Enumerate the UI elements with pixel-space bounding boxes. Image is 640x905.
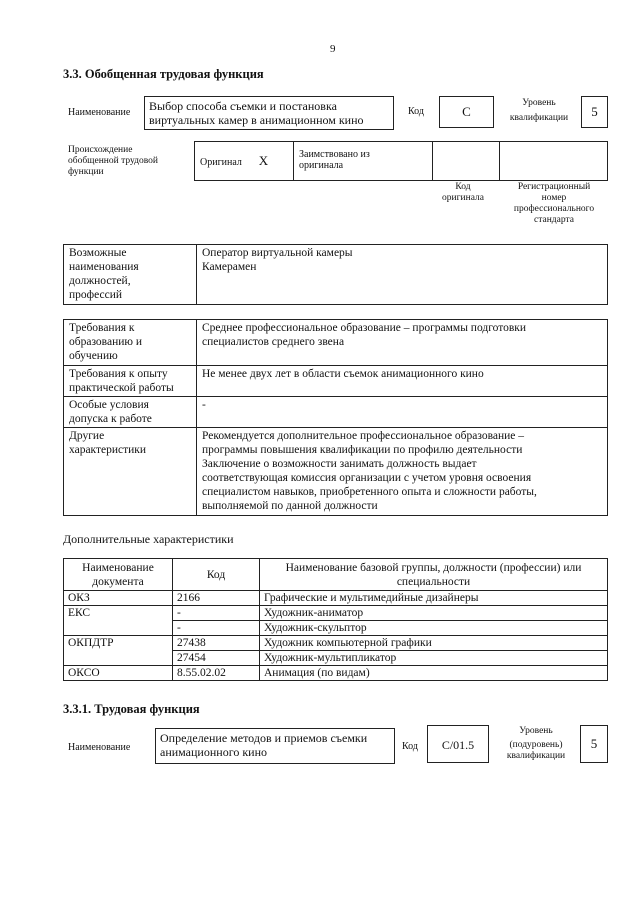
table-row xyxy=(64,591,608,606)
origin-borrowed-cell xyxy=(294,142,433,181)
name-label: Наименование xyxy=(68,107,131,118)
level-label xyxy=(500,98,578,124)
positions-label-line2: наименования xyxy=(69,261,139,273)
req-value-line: программы повышения квалификации по профилю деятельности xyxy=(202,444,523,456)
function-level-line2: (подуровень) xyxy=(509,740,563,750)
origin-original-label: Оригинал xyxy=(200,156,242,168)
function-code-box xyxy=(427,725,489,763)
req-value-line: Заключение о возможности занимать должность выдает xyxy=(202,458,477,470)
function-heading: 3.3.1. Трудовая функция xyxy=(63,702,200,716)
cell-name: Графические и мультимедийные дизайнеры xyxy=(260,591,608,606)
code-value: C xyxy=(462,104,471,119)
function-name-label: Наименование xyxy=(68,742,131,753)
additional-table xyxy=(63,558,608,681)
req-value-line: - xyxy=(202,399,206,411)
positions-value-line1: Оператор виртуальной камеры xyxy=(202,247,353,259)
req-label-cell xyxy=(64,428,197,516)
level-label-line1: Уровень xyxy=(522,98,556,108)
reg-number-caption xyxy=(500,182,608,226)
function-level-line3: квалификации xyxy=(506,751,566,761)
function-name-box xyxy=(155,728,395,764)
code-original-line2: оригинала xyxy=(442,193,484,203)
function-code-label: Код xyxy=(402,741,418,752)
origin-label-line3: функции xyxy=(68,167,104,177)
cell-code: 27438 xyxy=(173,636,260,651)
req-value-line: Рекомендуется дополнительное профессиональное образование – xyxy=(202,430,525,442)
req-value-line: специалистов среднего звена xyxy=(202,336,345,348)
positions-value-cell xyxy=(197,245,608,305)
header-doc xyxy=(64,559,173,591)
reg-line2: номер xyxy=(541,193,567,203)
req-label-line: образованию и xyxy=(69,336,142,348)
function-code-value: C/01.5 xyxy=(441,738,475,752)
origin-original-mark: X xyxy=(258,152,269,168)
positions-table xyxy=(63,244,608,305)
cell-code: 27454 xyxy=(173,651,260,666)
req-label-line: допуска к работе xyxy=(69,413,152,425)
code-value-box xyxy=(439,96,494,128)
reg-line1: Регистрационный xyxy=(517,182,591,192)
req-value-line: выполняемой по данной должности xyxy=(202,500,378,512)
function-level-box xyxy=(580,725,608,763)
header-name xyxy=(260,559,608,591)
req-value-cell xyxy=(197,397,608,428)
req-label-cell xyxy=(64,397,197,428)
function-level-label xyxy=(496,726,576,762)
req-value-cell xyxy=(197,428,608,516)
header-name-line1: Наименование базовой группы, должности (профессии) или xyxy=(285,561,582,574)
level-value: 5 xyxy=(591,104,598,119)
table-row xyxy=(64,606,608,621)
req-value-cell xyxy=(197,320,608,366)
code-original-caption xyxy=(426,182,500,204)
cell-name: Художник-аниматор xyxy=(260,606,608,621)
cell-doc: ОКЗ xyxy=(64,591,173,606)
req-value-cell xyxy=(197,366,608,397)
req-label-line: практической работы xyxy=(69,382,174,394)
cell-doc: ОКПДТР xyxy=(64,636,173,666)
req-label-line: Другие xyxy=(69,430,105,442)
header-name-line2: специальности xyxy=(396,575,471,588)
req-label-line: Требования к xyxy=(69,322,135,334)
origin-label-line2: обобщенной трудовой xyxy=(68,156,158,166)
cell-name: Художник-скульптор xyxy=(260,621,608,636)
cell-name: Анимация (по видам) xyxy=(260,666,608,681)
function-level-line1: Уровень xyxy=(519,726,553,736)
origin-table xyxy=(194,141,608,181)
name-value-line1: Выбор способа съемки и постановка xyxy=(149,99,337,113)
origin-code-cell xyxy=(433,142,500,181)
req-value-line: Среднее профессиональное образование – программы подготовки xyxy=(202,322,527,334)
requirements-row-special xyxy=(64,397,608,428)
header-doc-line1: Наименование xyxy=(82,561,154,574)
cell-code: - xyxy=(173,606,260,621)
name-value-box xyxy=(144,96,394,130)
requirements-row-other xyxy=(64,428,608,516)
req-value-line: соответствующая комиссия организации с учетом уровня освоения xyxy=(202,472,532,484)
requirements-table xyxy=(63,319,608,516)
cell-code: 8.55.02.02 xyxy=(173,666,260,681)
reg-line4: стандарта xyxy=(534,215,574,225)
origin-label-line1: Происхождение xyxy=(68,145,133,155)
origin-reg-cell xyxy=(500,142,608,181)
requirements-row-experience xyxy=(64,366,608,397)
cell-code: 2166 xyxy=(173,591,260,606)
req-value-line: Не менее двух лет в области съемок анимационного кино xyxy=(202,368,484,380)
level-value-box xyxy=(581,96,608,128)
page-number: 9 xyxy=(330,43,336,55)
requirements-row-education xyxy=(64,320,608,366)
req-label-line: Требования к опыту xyxy=(69,368,168,380)
additional-title: Дополнительные характеристики xyxy=(63,532,234,546)
positions-label-line1: Возможные xyxy=(69,247,127,259)
section-heading: 3.3. Обобщенная трудовая функция xyxy=(63,67,264,81)
cell-doc: ОКСО xyxy=(64,666,173,681)
header-code: Код xyxy=(173,559,260,591)
req-label-cell xyxy=(64,366,197,397)
code-original-line1: Код xyxy=(455,182,471,192)
origin-borrowed-line2: оригинала xyxy=(299,160,344,171)
req-label-line: обучению xyxy=(69,350,118,362)
req-label-line: Особые условия xyxy=(69,399,149,411)
header-doc-line2: документа xyxy=(92,575,144,588)
req-value-line: специалистом навыков, приобретенного опыта и сложности работы, xyxy=(202,486,537,498)
positions-label-line3: должностей, xyxy=(69,275,131,287)
cell-name: Художник компьютерной графики xyxy=(260,636,608,651)
cell-doc: ЕКС xyxy=(64,606,173,636)
level-label-line2: квалификации xyxy=(509,113,569,123)
cell-code: - xyxy=(173,621,260,636)
positions-label-cell xyxy=(64,245,197,305)
req-label-cell xyxy=(64,320,197,366)
table-row xyxy=(64,636,608,651)
positions-label-line4: профессий xyxy=(69,289,123,301)
cell-name: Художник-мультипликатор xyxy=(260,651,608,666)
origin-original-cell xyxy=(195,142,294,181)
origin-label xyxy=(68,145,158,178)
code-label: Код xyxy=(408,106,424,117)
positions-value-line2: Камерамен xyxy=(202,261,257,273)
req-label-line: характеристики xyxy=(69,444,147,456)
function-name-line2: анимационного кино xyxy=(160,745,267,759)
origin-borrowed-line1: Заимствовано из xyxy=(299,149,370,160)
function-level-value: 5 xyxy=(590,736,598,751)
function-name-line1: Определение методов и приемов съемки xyxy=(160,731,368,745)
reg-line3: профессионального xyxy=(513,204,595,214)
table-row xyxy=(64,666,608,681)
name-value-line2: виртуальных камер в анимационном кино xyxy=(149,113,364,127)
